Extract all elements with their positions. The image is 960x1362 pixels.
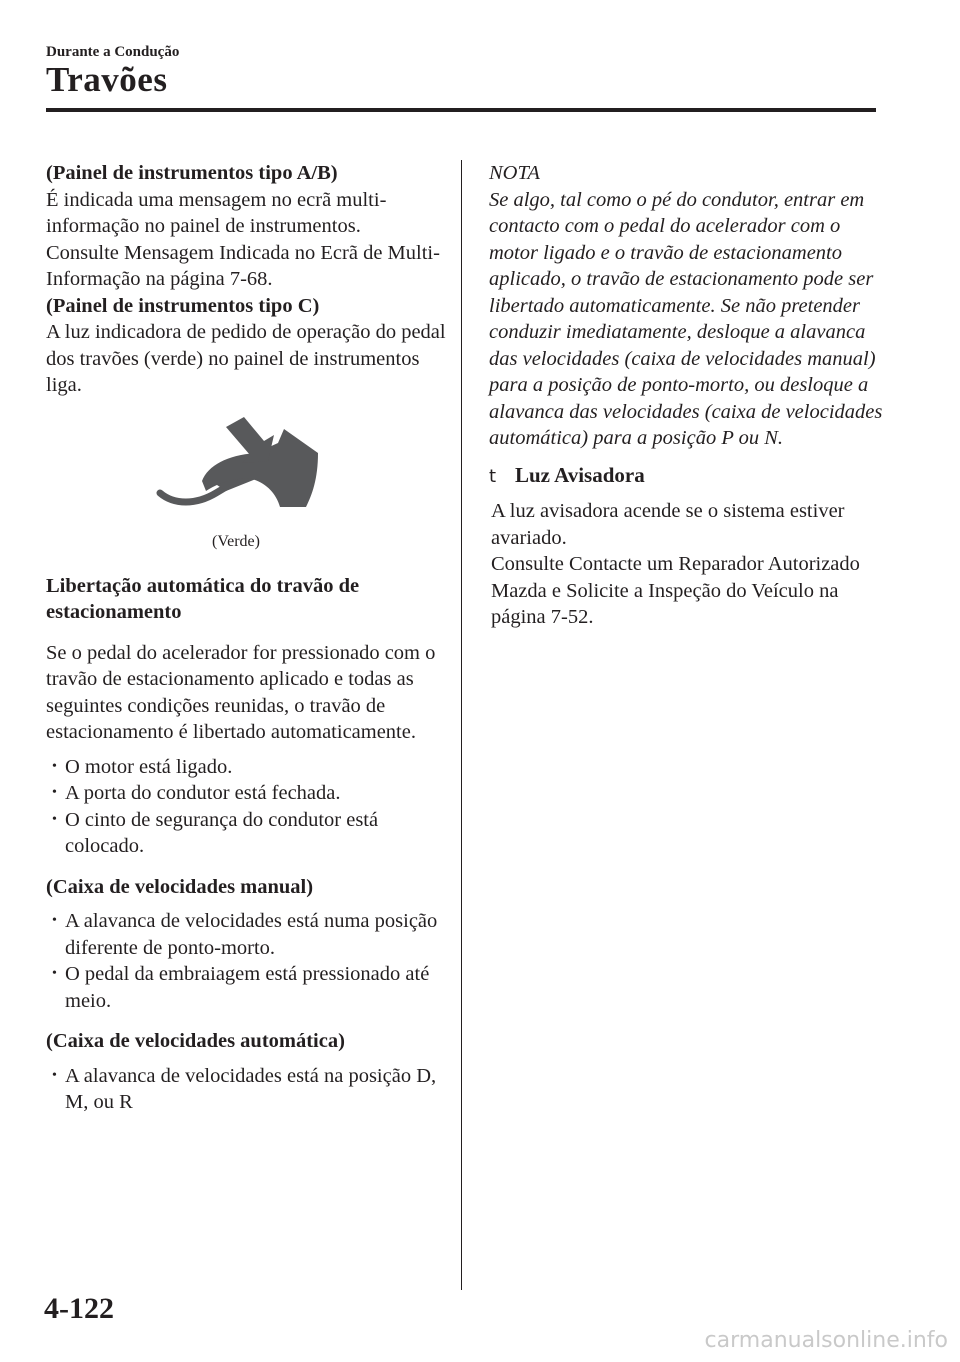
watermark: carmanualsonline.info bbox=[704, 1328, 948, 1353]
subheading-type-ab: (Painel de instrumentos tipo A/B) bbox=[46, 162, 338, 184]
subheading-automatic: (Caixa de velocidades automática) bbox=[46, 1030, 345, 1052]
warning-reference: Consulte Contacte um Reparador Autorizado Mazda e Solicite a Inspeção do Veículo na página 7-52. bbox=[491, 553, 860, 628]
warning-light-heading-label: Luz Avisadora bbox=[515, 462, 645, 487]
paragraph-type-c: A luz indicadora de pedido de operação do pedal dos travões (verde) no painel de instrumentos liga. bbox=[46, 321, 446, 396]
note-text: Se algo, tal como o pé do condutor, entrar em contacto com o pedal do acelerador com o motor ligado e o travão de estacionamento aplicado, o travão de estacionamento pode ser libertado automaticamente. Se não pretender conduzir imediatamente, desloque a alavanca das velocidades (caixa de velocidades manual) para a posição de ponto-morto, ou desloque a alavanca das velocidades (caixa de velocidades automática) para a posição P ou N. bbox=[489, 188, 883, 449]
right-column bbox=[489, 160, 889, 631]
section-label: Durante a Condução bbox=[46, 44, 180, 60]
warning-light-heading bbox=[489, 462, 889, 491]
figure-caption: (Verde) bbox=[212, 532, 260, 550]
subheading-manual: (Caixa de velocidades manual) bbox=[46, 875, 314, 898]
list-item: • A alavanca de velocidades está numa posição diferente de ponto-morto. bbox=[46, 908, 446, 961]
list-item: • O cinto de segurança do condutor está colocado. bbox=[46, 807, 446, 860]
page-title: Travões bbox=[46, 60, 168, 99]
reference-type-ab: Consulte Mensagem Indicada no Ecrã de Multi-Informação na página 7-68. bbox=[46, 241, 440, 290]
automatic-list bbox=[46, 1063, 446, 1116]
left-column bbox=[46, 160, 446, 1116]
list-item: • A porta do condutor está fechada. bbox=[46, 780, 446, 807]
indicator-figure bbox=[46, 409, 446, 559]
list-item: • O motor está ligado. bbox=[46, 754, 446, 781]
section-paragraph: Se o pedal do acelerador for pressionado com o travão de estacionamento aplicado e todas as seguintes condições reunidas, o travão de estacionamento é libertado automaticamente. bbox=[46, 641, 436, 743]
manual-list bbox=[46, 908, 446, 1014]
section-marker-icon: t bbox=[489, 465, 497, 487]
paragraph-type-ab: É indicada uma mensagem no ecrã multi-informação no painel de instrumentos. bbox=[46, 188, 387, 237]
subheading-type-c: (Painel de instrumentos tipo C) bbox=[46, 294, 320, 317]
section-heading-auto-release: Libertação automática do travão de estacionamento bbox=[46, 574, 360, 623]
brake-pedal-foot-icon bbox=[156, 409, 336, 524]
list-item: • A alavanca de velocidades está na posição D, M, ou R bbox=[46, 1063, 446, 1116]
page-number: 4-122 bbox=[44, 1292, 114, 1325]
conditions-list bbox=[46, 754, 446, 860]
warning-paragraph: A luz avisadora acende se o sistema estiver avariado. bbox=[491, 500, 845, 549]
title-rule bbox=[46, 108, 876, 112]
column-divider bbox=[461, 160, 462, 1290]
note-label: NOTA bbox=[489, 162, 540, 184]
list-item: • O pedal da embraiagem está pressionado até meio. bbox=[46, 961, 446, 1014]
